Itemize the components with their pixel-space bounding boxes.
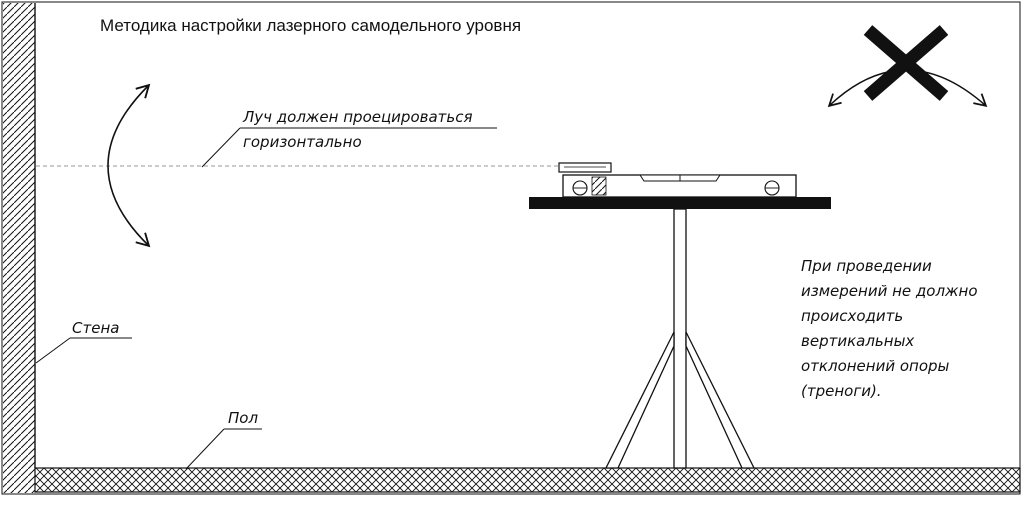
- laser-level-device: [559, 163, 796, 197]
- note-line: При проведении: [801, 257, 932, 275]
- wall-label-leader: [36, 338, 132, 363]
- diagram-title: Методика настройки лазерного самодельного уровня: [100, 16, 522, 35]
- note-line: происходить: [801, 307, 904, 325]
- tripod-table-top: [529, 197, 831, 209]
- beam-label-line1: Луч должен проецироваться: [243, 108, 473, 126]
- floor-label: Пол: [228, 409, 259, 427]
- wall: [3, 3, 35, 493]
- note-line: (треноги).: [801, 382, 882, 400]
- floor-label-leader: [186, 429, 262, 469]
- wall-label: Стена: [72, 319, 120, 337]
- page-border: [2, 2, 1020, 494]
- note-line: измерений не должно: [801, 282, 978, 300]
- warning-note: [801, 257, 978, 400]
- curved-double-arrow-icon: [830, 70, 985, 105]
- cross-icon: [868, 30, 944, 96]
- tripod: [606, 209, 754, 468]
- note-line: отклонений опоры: [801, 357, 950, 375]
- note-line: вертикальных: [801, 332, 915, 350]
- beam-label-line2: горизонтально: [243, 133, 362, 151]
- floor: [35, 468, 1020, 492]
